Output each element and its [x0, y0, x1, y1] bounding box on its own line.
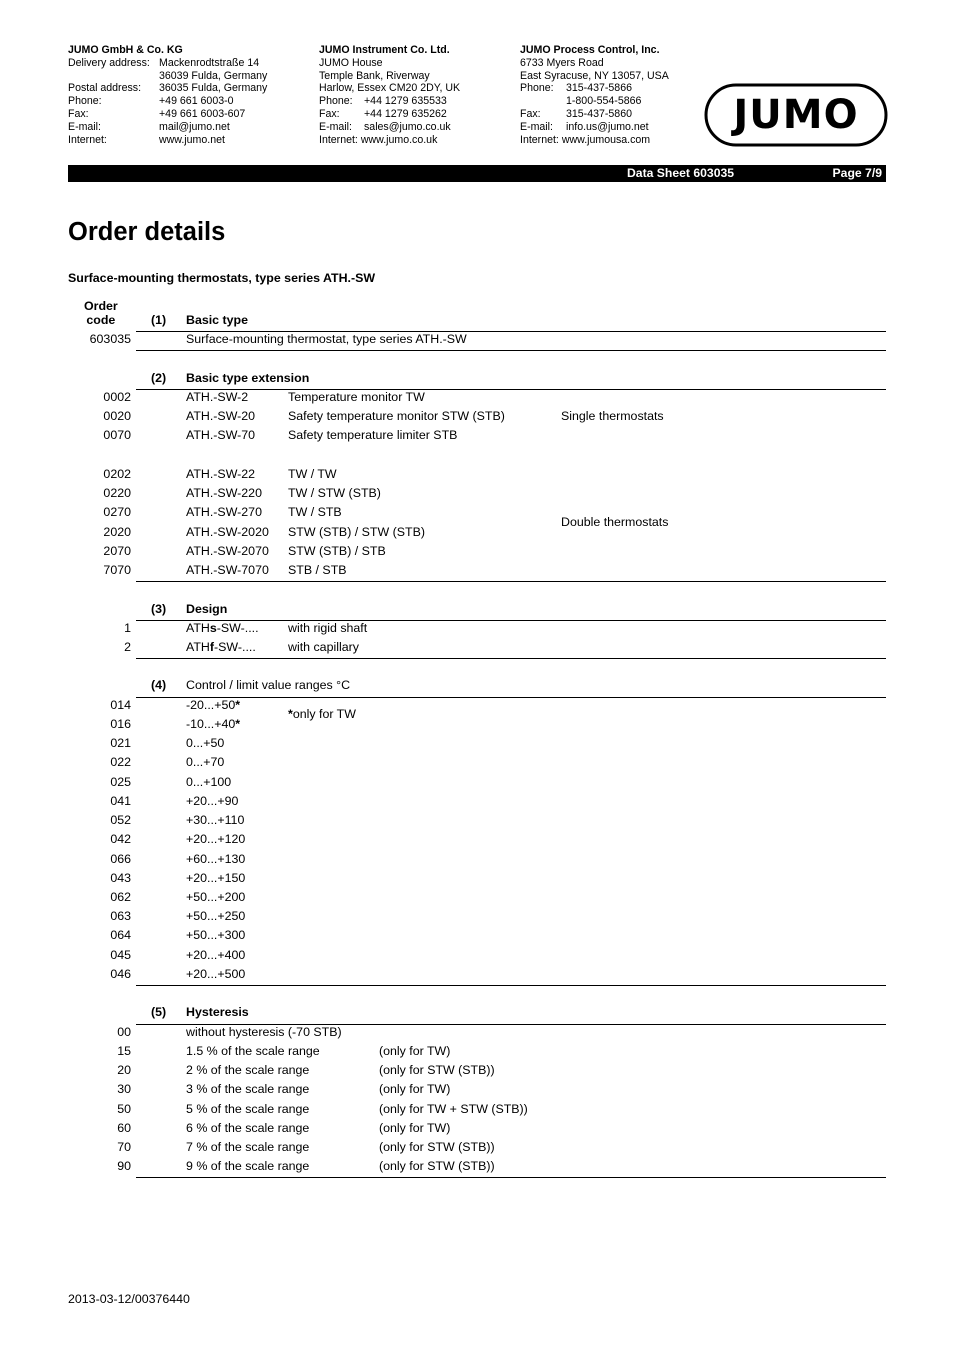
row-model: ATH.-SW-22 [186, 467, 256, 481]
row-desc: without hysteresis (-70 STB) [186, 1025, 342, 1039]
row-code: 021 [110, 736, 131, 750]
section-4-title: Control / limit value ranges °C [186, 678, 351, 692]
row-model: ATH.-SW-220 [186, 486, 262, 500]
row-note: (only for STW (STB)) [379, 1140, 495, 1154]
row-note: (only for STW (STB)) [379, 1159, 495, 1173]
row-code: 0202 [103, 467, 131, 481]
phone-label: Phone: [68, 95, 102, 108]
uk-line2: Temple Bank, Riverway [319, 69, 430, 82]
row-code: 063 [110, 909, 131, 923]
row-code: 2070 [103, 544, 131, 558]
company-name-usa: JUMO Process Control, Inc. [520, 44, 660, 56]
phone-value: +44 1279 635533 [364, 95, 447, 108]
delivery-line1: Mackenrodtstraße 14 [159, 56, 260, 69]
row-code: 0070 [103, 428, 131, 442]
email-label: E-mail: [68, 120, 101, 133]
row-desc: STW (STB) / STW (STB) [288, 525, 425, 539]
row-code: 0220 [103, 486, 131, 500]
row-desc: 6 % of the scale range [186, 1121, 310, 1135]
order-code-label: Order code [84, 299, 118, 327]
row-range: +20...+150 [186, 871, 246, 885]
internet-value: www.jumo.net [159, 133, 225, 146]
page-indicator: Page 7/9 [832, 166, 882, 180]
email-label: E-mail: [520, 120, 553, 133]
fax-value: +44 1279 635262 [364, 107, 447, 120]
range-note: *only for TW [288, 707, 356, 721]
row-desc: 2 % of the scale range [186, 1063, 310, 1077]
row-code: 90 [117, 1159, 131, 1173]
internet-label: Internet: [319, 133, 358, 146]
row-range: 0...+50 [186, 736, 225, 750]
row-range: +60...+130 [186, 852, 246, 866]
row-code: 046 [110, 967, 131, 981]
address-uk [319, 44, 460, 146]
section-2-number: (2) [151, 371, 167, 385]
row-code: 0020 [103, 409, 131, 423]
internet-label: Internet: [520, 133, 559, 146]
row-desc: 9 % of the scale range [186, 1159, 310, 1173]
email-value: info.us@jumo.net [566, 120, 649, 133]
row-note: (only for TW) [379, 1121, 451, 1135]
section-2-divider [136, 389, 886, 390]
page-title: Order details [68, 218, 226, 246]
email-value: sales@jumo.co.uk [364, 120, 451, 133]
internet-value: www.jumo.co.uk [360, 133, 438, 146]
row-code: 15 [117, 1044, 131, 1058]
fax-value: 315-437-5860 [566, 107, 632, 120]
row-range: +50...+300 [186, 928, 246, 942]
section-2-end [136, 581, 886, 582]
phone-value: +49 661 6003-0 [159, 95, 234, 108]
row-desc: with rigid shaft [288, 621, 368, 635]
row-note: (only for TW) [379, 1082, 451, 1096]
section-5-title: Hysteresis [186, 1005, 249, 1019]
row-desc: with capillary [288, 640, 359, 654]
phone-label: Phone: [520, 82, 554, 95]
uk-line1: JUMO House [319, 56, 383, 69]
email-label: E-mail: [319, 120, 352, 133]
row-code: 2 [124, 640, 131, 654]
fax-value: +49 661 6003-607 [159, 107, 246, 120]
logo-text: JUMO [733, 92, 859, 138]
phone-value-1: 315-437-5866 [566, 82, 632, 95]
row-code: 045 [110, 948, 131, 962]
row-desc: TW / STW (STB) [288, 486, 381, 500]
postal-value: 36035 Fulda, Germany [159, 82, 268, 95]
company-name-germany: JUMO GmbH & Co. KG [68, 44, 183, 56]
row-code: 30 [117, 1082, 131, 1096]
postal-label: Postal address: [68, 82, 142, 95]
usa-line1: 6733 Myers Road [520, 56, 604, 69]
row-range: +20...+500 [186, 967, 246, 981]
basic-type-code: 603035 [89, 332, 131, 346]
row-code: 7070 [103, 563, 131, 577]
group-double-label: Double thermostats [561, 515, 669, 529]
section-4-end [136, 985, 886, 986]
row-code: 60 [117, 1121, 131, 1135]
row-code: 0270 [103, 505, 131, 519]
row-model: ATH.-SW-2020 [186, 525, 269, 539]
row-code: 062 [110, 890, 131, 904]
row-desc: 3 % of the scale range [186, 1082, 310, 1096]
row-desc: STB / STB [288, 563, 347, 577]
row-code: 014 [110, 698, 131, 712]
row-model: ATH.-SW-2070 [186, 544, 269, 558]
row-model: ATH.-SW-70 [186, 428, 256, 442]
row-desc: STW (STB) / STB [288, 544, 386, 558]
fax-label: Fax: [319, 107, 340, 120]
section-4-number: (4) [151, 678, 167, 692]
row-desc: 5 % of the scale range [186, 1102, 310, 1116]
delivery-label: Delivery address: [68, 56, 150, 69]
delivery-line2: 36039 Fulda, Germany [159, 69, 268, 82]
row-model: ATH.-SW-2 [186, 390, 249, 404]
row-code: 052 [110, 813, 131, 827]
phone-value-2: 1-800-554-5866 [566, 95, 642, 108]
row-note: (only for TW) [379, 1044, 451, 1058]
row-code: 064 [110, 928, 131, 942]
row-code: 066 [110, 852, 131, 866]
basic-type-desc: Surface-mounting thermostat, type series ATH.-SW [186, 332, 467, 346]
address-germany [68, 44, 267, 146]
email-value: mail@jumo.net [159, 120, 230, 133]
section-1-number: (1) [151, 313, 167, 327]
row-range: +20...+400 [186, 948, 246, 962]
row-desc: 1.5 % of the scale range [186, 1044, 320, 1058]
internet-label: Internet: [68, 133, 107, 146]
phone-label: Phone: [319, 95, 353, 108]
section-1-end [136, 350, 886, 351]
row-model: ATH.-SW-270 [186, 505, 262, 519]
row-code: 016 [110, 717, 131, 731]
data-sheet-label: Data Sheet 603035 [627, 166, 735, 180]
row-model: ATHs-SW-.... [186, 621, 259, 635]
row-range: +20...+90 [186, 794, 239, 808]
row-code: 043 [110, 871, 131, 885]
section-3-number: (3) [151, 602, 167, 616]
row-desc: 7 % of the scale range [186, 1140, 310, 1154]
section-4-divider [136, 697, 886, 698]
row-code: 0002 [103, 390, 131, 404]
row-range: -10...+40* [186, 717, 241, 731]
row-range: +50...+250 [186, 909, 246, 923]
row-code: 1 [124, 621, 131, 635]
fax-label: Fax: [68, 107, 89, 120]
row-model: ATHf-SW-.... [186, 640, 256, 654]
section-3-end [136, 658, 886, 659]
row-model: ATH.-SW-7070 [186, 563, 269, 577]
row-code: 042 [110, 832, 131, 846]
row-model: ATH.-SW-20 [186, 409, 256, 423]
row-desc: TW / STB [288, 505, 342, 519]
row-desc: Safety temperature limiter STB [288, 428, 458, 442]
internet-value: www.jumousa.com [561, 133, 651, 146]
section-1-title: Basic type [186, 313, 248, 327]
row-desc: Temperature monitor TW [288, 390, 425, 404]
fax-label: Fax: [520, 107, 541, 120]
row-note: (only for TW + STW (STB)) [379, 1102, 528, 1116]
header-bar [68, 165, 886, 182]
row-code: 025 [110, 775, 131, 789]
row-range: 0...+70 [186, 755, 225, 769]
row-range: 0...+100 [186, 775, 232, 789]
company-name-uk: JUMO Instrument Co. Ltd. [319, 44, 450, 56]
row-desc: Safety temperature monitor STW (STB) [288, 409, 505, 423]
section-3-title: Design [186, 602, 228, 616]
row-code: 041 [110, 794, 131, 808]
section-5-end [136, 1177, 886, 1178]
row-code: 70 [117, 1140, 131, 1154]
page-subtitle: Surface-mounting thermostats, type series ATH.-SW [68, 271, 376, 285]
row-range: +30...+110 [186, 813, 245, 827]
row-code: 50 [117, 1102, 131, 1116]
row-range: -20...+50* [186, 698, 241, 712]
section-2-title: Basic type extension [186, 371, 310, 385]
row-note: (only for STW (STB)) [379, 1063, 495, 1077]
uk-line3: Harlow, Essex CM20 2DY, UK [319, 82, 461, 95]
row-range: +20...+120 [186, 832, 246, 846]
section-5-number: (5) [151, 1005, 167, 1019]
jumo-logo [704, 83, 888, 147]
group-single-label: Single thermostats [561, 409, 664, 423]
row-desc: TW / TW [288, 467, 337, 481]
row-code: 00 [117, 1025, 131, 1039]
row-code: 022 [110, 755, 131, 769]
address-usa [520, 44, 669, 146]
row-code: 2020 [103, 525, 131, 539]
usa-line2: East Syracuse, NY 13057, USA [520, 69, 669, 82]
row-code: 20 [117, 1063, 131, 1077]
row-range: +50...+200 [186, 890, 246, 904]
footer-document-code: 2013-03-12/00376440 [68, 1292, 190, 1306]
